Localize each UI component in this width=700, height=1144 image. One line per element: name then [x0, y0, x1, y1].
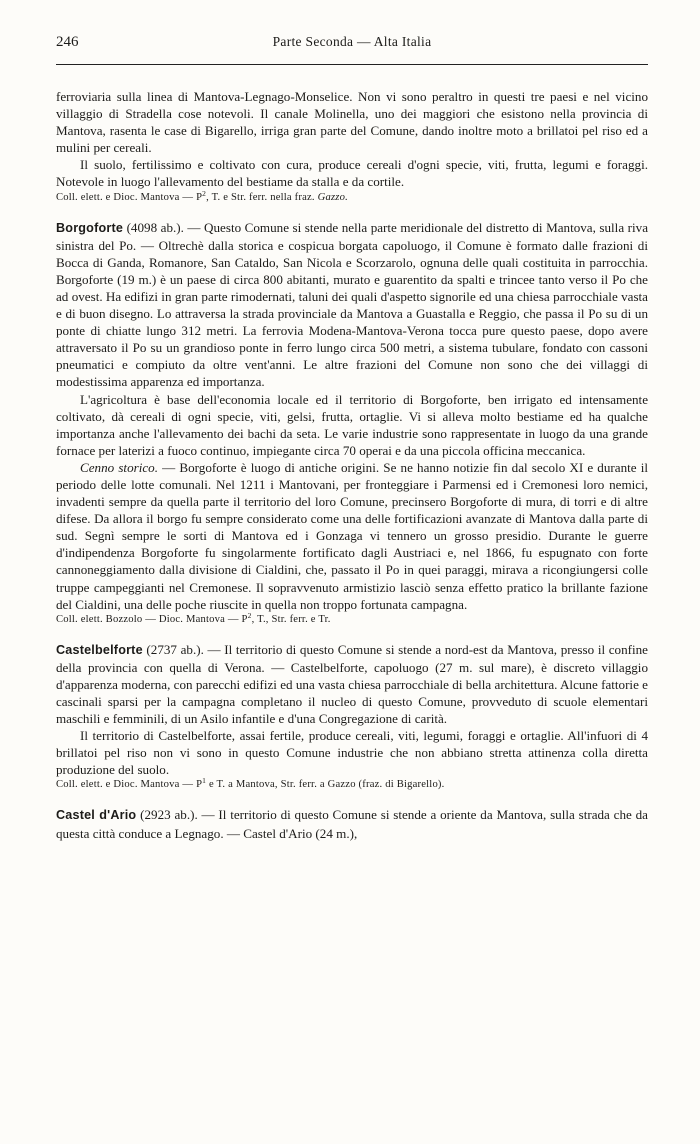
entry-title-castel-dario: Castel d'Ario [56, 808, 137, 823]
castelbelforte-footnote: Coll. elett. e Dioc. Mantova — $P^1$ e T. a Mantova, Str. ferr. a Gazzo (fraz. di Bigarello). [56, 776, 445, 791]
entry-borgoforte: Borgoforte (4098 ab.). — Questo Comune si stende nella parte meridionale del distretto di Mantova, sulla riva sinistra del Po. — Oltrechè dalla storica e cospicua borgata capoluogo, il Comune è formato dalle frazioni di Bocca di Ganda, Romanore, San Cataldo, San Nicola e Scorzarolo, ognuna delle quali costituita in parrocchia. Borgoforte (19 m.) è un paese di circa 800 abitanti, murato e guarentito da spalti e trincee tanto verso il Po che ad ovest. Ha edifizi in gran parte rimodernati, taluni dei quali d'aspetto signorile ed una chiesa parrocchiale vasta e di buon disegno. Lo attraversa la strada provinciale da Mantova a Guastalla e Reggio, che passa il Po su di un ponte di chiatte lungo 312 metri. La ferrovia Modena-Mantova-Verona tocca pure questo paese, dopo avere attraversato il Po su un grandioso ponte in ferro lungo circa 500 metri, a sistema tubulare, fondato con cassoni pneumatici e compiuto da oltre vent'anni. Le altre frazioni del Comune non sono che dei villaggi di modestissima apparenza ed importanza. [56, 219, 648, 390]
entry-title-castelbelforte: Castelbelforte [56, 642, 143, 657]
borgoforte-paragraph-3: Cenno storico. — Borgoforte è luogo di antiche origini. Se ne hanno notizie fin dal secolo XI e durante il periodo delle lotte comunali. Nel 1211 i Mantovani, per fronteggiare i Parmensi ed i Cremonesi loro nemici, invadenti sempre da quella parte il territorio del loro Comune, precinsero Borgoforte di mura, di torri e di altre difese. Da allora il borgo fu sempre considerato come una delle fortificazioni avanzate di Mantova dalla parte di sud. Segnì sempre le sorti di Mantova ed i Gonzaga vi tennero un grosso presidio. Durante le guerre d'indipendenza Borgoforte fu singolarmente fortificato dagli Austriaci e, nel 1866, fu espugnato con forte cannoneggiamento dalla divisione di Cialdini, che, passato il Po in quei paraggi, mirava a ricongiungersi colle truppe campeggianti nel Cremonese. Il sopravvenuto armistizio lasciò senza effetto pratico la brillante fazione del Cialdini, una delle poche riuscite in quella non troppo fortunata campagna. [56, 459, 648, 612]
borgoforte-footnote: Coll. elett. Bozzolo — Dioc. Mantova — $P^2$, T., Str. ferr. e Tr. [56, 610, 331, 625]
intro-paragraph-1: ferroviaria sulla linea di Mantova-Legnago-Monselice. Non vi sono peraltro in questi tre paesi e nel vicino villaggio di Stradella cose notevoli. Il canale Molinella, uno dei maggiori che esistono nella provincia di Mantova, rasenta le case di Bigarello, irriga gran parte del Comune, dando inoltre moto a brillatoi pel riso ed a mulini per cereali. [56, 89, 648, 156]
borgoforte-paragraph-2: L'agricoltura è base dell'economia locale ed il territorio di Borgoforte, ben irrigato ed intensamente coltivato, dà cereali di ogni specie, viti, gelsi, frutta, ortaglie. Vi si alleva molto bestiame ed ha qualche importanza anche l'allevamento dei bachi da seta. Le varie industrie sono rappresentate in luogo da una grande fornace per laterizi a fuoco continuo, impiegante circa 70 operai e da una piccola officina meccanica. [56, 391, 648, 458]
page-body [56, 88, 648, 842]
intro-paragraph-2: Il suolo, fertilissimo e coltivato con cura, produce cereali d'ogni specie, viti, frutta, legumi e foraggi. Notevole in luogo l'allevamento del bestiame da stalla e da cortile. [56, 157, 648, 190]
intro-footnote: Coll. elett. e Dioc. Mantova — $P^2$, T. e Str. ferr. nella fraz. Gazzo. [56, 188, 348, 203]
castelbelforte-paragraph-2: Il territorio di Castelbelforte, assai fertile, produce cereali, viti, legumi, foraggi e ortaglie. All'infuori di 4 brillatoi pel riso non vi sono in questo Comune industrie che non abbiano stretta attinenza colla diretta produzione del suolo. [56, 728, 648, 778]
entry-castelbelforte: Castelbelforte (2737 ab.). — Il territorio di questo Comune si stende a nord-est da Mantova, presso il confine della provincia con quella di Verona. — Castelbelforte, capoluogo (27 m. sul mare), è discreto villaggio d'apparenza moderna, con parecchi edifizi ed una vasta chiesa parrocchiale di bella architettura. Alcune fattorie e cascinali sparsi per la campagna completano il nucleo di questo Comune, provveduto di scuole elementari maschili e femminili, di un Asilo infantile e d'una Congregazione di carità. [56, 641, 648, 727]
entry-castel-dario: Castel d'Ario (2923 ab.). — Il territorio di questo Comune si stende a oriente da Mantova, sulla strada che da questa città conduce a Legnago. — Castel d'Ario (24 m.), [56, 807, 648, 841]
footnote-place: Gazzo. [317, 191, 348, 203]
entry-title-borgoforte: Borgoforte [56, 220, 124, 235]
header-rule [56, 64, 648, 65]
running-title: Parte Seconda — Alta Italia [272, 34, 432, 49]
cenno-storico-label: Cenno storico. [80, 459, 158, 475]
page-header [56, 34, 648, 54]
page-number: 246 [56, 34, 79, 50]
